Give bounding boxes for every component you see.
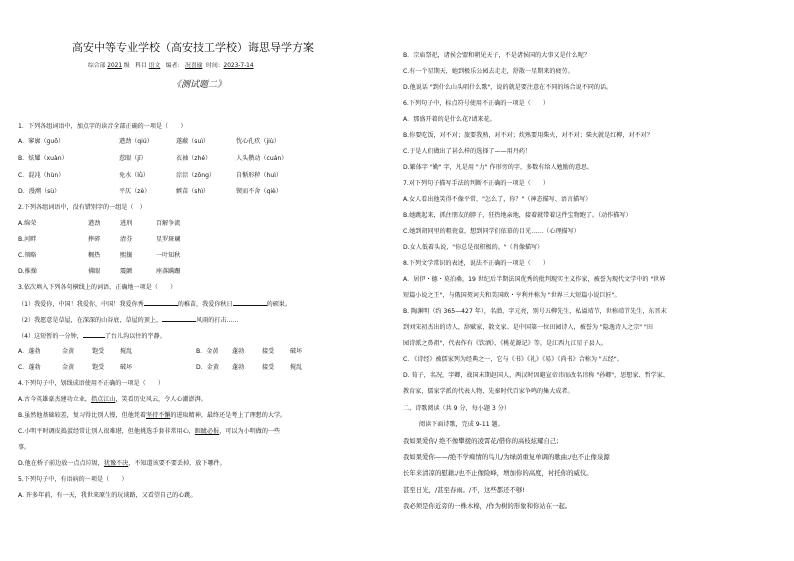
q2-c-4: 一叶知秋 [156,252,181,259]
q8-option-b-line3: 园诗派之鼻祖"，代表作有《饮酒》、《桃花源记》等。是江西九江星子县人。 [403,340,607,347]
q8-stem: 8.下列文学常识的表述，说法不正确的一项是（ ） [403,260,549,267]
q4-a-pre: A.古今英雄豪杰建功立业， [18,396,92,403]
q8-option-a-line2: 短篇小说之王"，与俄国契诃夫和美国欧・亨利并称为 "世界三大短篇小说巨匠"。 [403,292,621,299]
q2-d-3: 震颤 [120,268,133,275]
q2-a-1: A.绵荣 [18,220,37,227]
q5-option-b: B．宗庙祭祀，诸侯会盟和朝见天子，不是诸侯国的大事又是什么呢？ [403,52,590,59]
q3-c-2: 金黄 [62,364,75,371]
q3-a-4: 搅乱 [120,348,133,355]
poem-line-2: 我如果爱你——/绝不学痴情的鸟儿/为绿荫重复单调的歌曲;/也不止像泉源 [403,453,610,461]
q1-c-3: 淙淙（zōng） [176,172,216,179]
q3-d-2: 蓬勃 [232,364,245,371]
q3-c-1: C．蓬勃 [18,364,41,371]
q1-b-1: B．炫耀（xuàn） [18,155,68,162]
q4-a-idiom: 指点江山 [91,396,116,403]
q6-option-c: C.于是人们做出了甚么样的选择了——用丹药！ [403,148,532,155]
q1-d-4: 锲而不舍（qiè） [236,188,282,195]
q3-c-4: 破坏 [120,364,133,371]
meta-line [88,62,254,70]
dept-label: 综合部 [88,63,106,69]
editor-value: 况喜瑜 [185,63,203,69]
q3-a-1: A．蓬勃 [18,348,41,355]
time-label: 时间： [206,63,224,69]
q1-a-1: A．寥廓（ɡuō） [18,138,65,145]
q2-d-2: 佛眼 [88,268,101,275]
q4-b-post: 的进取精神，最终还是考上了理想的大学。 [170,412,287,419]
q1-d-2: 平仄（zè） [119,188,151,195]
q4-b-idiom: 坚持不懈 [146,412,171,419]
q4-d-pre: D.他在桥子前边放一点点垃圾， [18,460,104,467]
q2-d-1: D.推操 [18,268,37,275]
q2-c-3: 熙攘 [120,252,133,259]
q8-option-d-line2: 教育家，儒家学派的代表人物，先秦时代百家争鸣的集大成者。 [403,388,574,395]
q4-d-idiom: 犹豫不决 [103,460,129,467]
section-2-heading: 二、诗歌阅读（共 9 分，每小题 3 分） [403,405,510,412]
q2-a-3: 逃刑 [120,220,133,227]
page-title: 高安中等专业学校（高安技工学校）诲思导学方案 [72,41,314,54]
q2-d-4: 座落蹒跚 [156,268,181,275]
q3-sentence-3 [18,331,166,341]
q5-option-d: D.他说话 "到什么山头唱什么歌"，说的就是要注意在不同的场合说不同的话。 [403,84,613,91]
q1-stem: 1．下列各组词语中，加点字的读音全部正确的一项是（ ） [18,123,187,130]
q4-option-c [18,428,280,436]
q6-option-a: A．那盛开着的是什么花?请来花。 [403,116,496,123]
q7-option-b: B.她跳起来，抓住朋友的脖子，狂热地亲地，接着就带着这件宝物跑了。（动作描写） [403,212,632,219]
q4-option-c-cont: 事。 [18,444,31,451]
q3-b-2: 蓬勃 [232,348,245,355]
q1-a-2: 遒劲（qiú） [119,138,153,145]
q3-s1-part-c: 的硕果。 [266,301,291,308]
q3-a-2: 金黄 [62,348,75,355]
q2-b-1: B.河畔 [18,236,37,243]
q6-option-b: B.你要吃饭，对不对；旅要我熟，对不对；炊熟要用柴火，对不对；柴火就是红柳，对不对？ [403,132,653,139]
q3-blank-4 [83,331,105,338]
q4-option-a [18,396,207,404]
q4-c-pre: C.小明平时调皮捣蛋经常让别人很难堪，但他挑选手套非常用心， [18,428,195,435]
q3-b-3: 接受 [262,348,275,355]
q8-option-c: C. 《诗经》被儒家列为经典之一，它与《书》《礼》《易》《尚书》合称为 "五经"。 [403,356,623,363]
subject-label: 科目 [135,63,147,69]
q5-option-c: C.有一个星期天，她到极乐公园去走走，舒散一星期来的疲劳。 [403,68,574,75]
q3-c-3: 饱受 [92,364,105,371]
date-value: 2023-7-14 [223,63,254,69]
q4-c-post: ，可以为小明做的一些 [219,428,281,435]
q3-blank-3 [162,315,196,322]
q3-a-3: 饱受 [92,348,105,355]
q5-stem: 5.下列句子中，有语病的一项是（ ） [18,476,128,483]
q7-option-c: C.她到胡同里的粗瓷盒，想到同学们依慕的目光……（心理描写） [403,228,580,235]
q3-blank-1 [144,299,178,306]
q1-a-3: 遂蔽（suì） [176,138,210,145]
q5-option-a: A. 许多年前，有一天，我世来原生的玩谈路，又看望自己的心跳。 [18,492,197,499]
q4-option-d [18,460,226,468]
q2-stem: 2.下列各组词语中，没有错别字的一组是（ ） [18,204,146,211]
q8-option-d-line1: D. 荀子，名况，字卿，战国末期赵国人，两汉时因避宣帝讳而改名讳称 "孙卿"，思想家、哲学家、 [403,372,669,379]
q8-option-b-line2: 到刘宋初杰出的诗人，辞赋家，散文家。是中国第一位田园诗人，被誉为 "隐逸诗人之宗" "田 [403,324,653,331]
poem-line-1: 我如果爱你/ 绝不像攀援的凌霄花/借你的高枝炫耀自己; [403,437,559,445]
q4-stem: 4.下列句子中，划线成语使用不正确的一项是（ ） [18,380,164,387]
q1-b-4: 人头攒动（cuán） [236,155,288,162]
q3-s2-part-b: 风雨的打击…… [196,317,239,324]
q2-c-2: 稠热 [88,252,101,259]
poem-line-5: 我必须是你近旁的一株木棉，/作为树的形象和你站在一起。 [403,502,572,510]
q3-b-1: B．金黄 [196,348,219,355]
q1-d-1: D．漫溯（sù） [18,188,61,195]
q3-blank-2 [233,299,267,306]
q2-b-3: 清芬 [120,236,133,243]
q2-a-2: 遒劲 [88,220,101,227]
poem-line-4: 甚至日光，/甚至春雨。/不，这些都还不够! [403,486,525,494]
grade-suffix: 级 [123,63,130,69]
q7-option-d: D.女人低着头说，"你总是很积极的。"（肖像描写） [403,244,544,251]
q1-c-1: C．混沌（hùn） [18,172,65,179]
section-2-intro: 阅读下面诗歌，完成 9-11 题。 [419,421,504,428]
q8-option-b-line1: B. 陶渊明（约 365—427 年），名潜，字元亮，别号五柳先生，私谥靖节，世称靖节先生，东晋末 [403,308,667,315]
test-subtitle: 《测试题二》 [172,80,227,90]
q3-sentence-1 [18,299,291,309]
q3-d-1: D．金黄 [196,364,219,371]
q6-option-d: D.繁体字 "勤" 字，凡是用 "力" 作形旁的字，多数有给人勉励的意思。 [403,164,594,171]
editor-label: 编者： [165,63,184,69]
q6-stem: 6.下列句子中，标点符号使用不正确的一项是（ ） [403,100,549,107]
q7-stem: 7.对下列句子描写手法的判断不正确的一项是（ ） [403,180,549,187]
q2-c-1: C.领略 [18,252,37,259]
q2-b-2: 摔碎 [88,236,101,243]
q3-b-4: 破坏 [290,348,303,355]
q3-s2-part-a: （2）我愿意是草屋，在深深的山谷底，草屋的顶上， [18,317,163,324]
q2-b-4: 星罗斑斓 [156,236,181,243]
q2-a-4: 百解争流 [156,220,181,227]
q3-d-4: 搅乱 [290,364,303,371]
q4-c-idiom: 睚眦必报 [194,428,220,435]
q3-stem: 3.依次填入下列各句横线上的词语，正确地一项是（ ） [18,284,177,291]
q1-d-3: 嫉苗（shì） [176,188,210,195]
q8-option-a-line1: A．居伊・德・莫泊桑，19 世纪后半期法国优秀的批判现实主义作家，被誉为现代文学中的 "世界 [403,276,666,283]
poem-line-3: 长年来清凉的慰藉;/也不止像险峰，增加你的高度，衬托你的威仪。 [403,469,593,477]
q3-sentence-2 [18,315,239,325]
q7-option-a: A.女人看出他笑得不像平常，"怎么了，你？"（神态描写、语言描写） [403,196,592,203]
q1-c-4: 自惭形秽（huì） [236,172,282,179]
q3-s1-part-b: 的稚苗，我爱你秋日 [177,301,233,308]
q4-d-post: ，不知道该要不要丢掉，放下哪件。 [128,460,226,467]
q1-c-2: 免水（lǜ） [119,172,149,179]
q3-s3-part-b: 了台儿沟以往的宇静。 [104,333,166,340]
q1-b-2: 惹眼（jī） [119,155,147,162]
subject-value: 语文 [148,63,161,69]
grade-value: 2021 [107,63,123,69]
q4-a-post: ，笑看历史风云，令人心潮澎湃。 [115,396,207,403]
q1-b-3: 衣袖（zhé） [176,155,212,162]
q3-d-3: 接受 [262,364,275,371]
q3-s3-part-a: （4）这短暂的一分钟， [18,333,83,340]
q4-option-b [18,412,286,420]
q3-s1-part-a: （1）我爱你，中国！我爱你，中国！我爱你秀 [18,301,144,308]
q1-a-4: 忱心孔疚（jiù） [236,138,280,145]
q4-b-pre: B.虽然他基础较差，复习得比别人慢，但他凭着 [18,412,146,419]
